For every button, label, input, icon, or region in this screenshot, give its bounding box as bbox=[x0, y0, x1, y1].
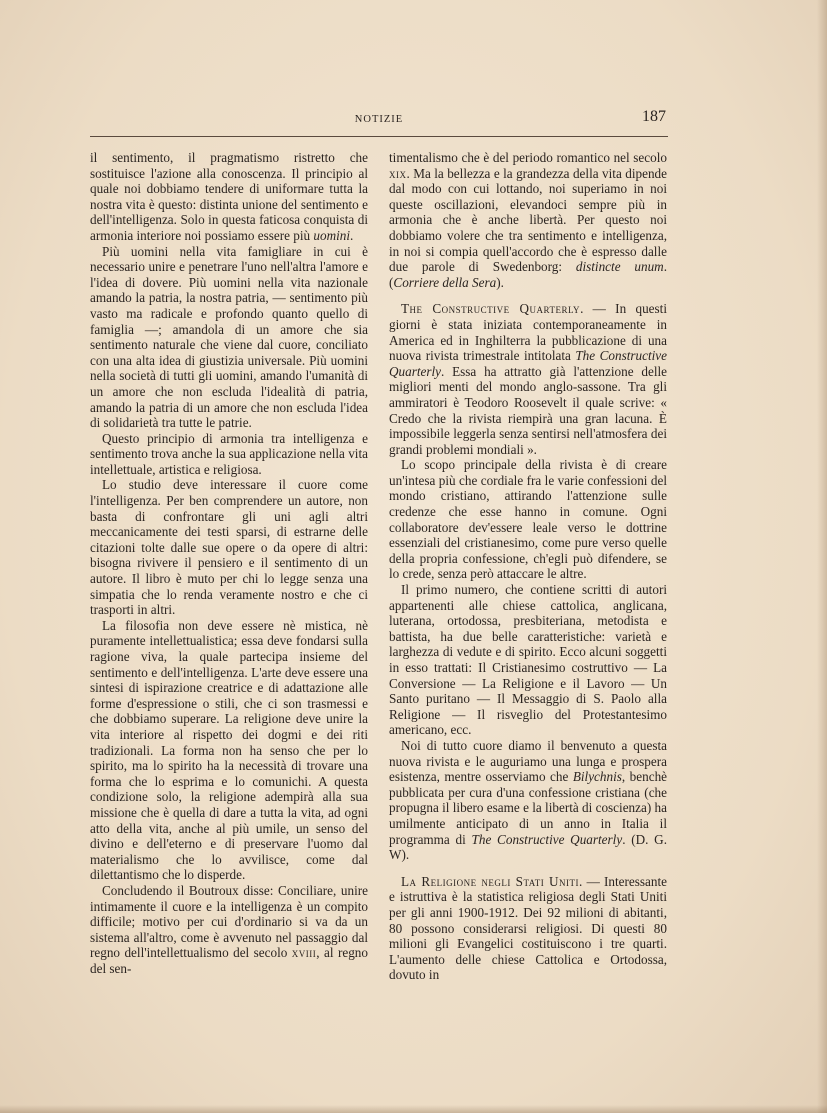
page-bottom-edge bbox=[0, 1105, 827, 1113]
body-text: . bbox=[350, 227, 354, 243]
left-column-paragraph bbox=[90, 618, 368, 883]
right-column-paragraph bbox=[389, 874, 667, 983]
left-column bbox=[90, 150, 368, 976]
body-text: Concludendo il Boutroux disse: Conciliare, unire intimamente il cuore e la intelligenza è un compito difficile; motivo per cui d'ordinario si va da un sistema all'altro, come è avvenuto nel passaggio dal regno dell'intellettualismo del secolo bbox=[90, 882, 368, 961]
body-text: Più uomini nella vita famigliare in cui è necessario unire e penetrare l'uno nell'altra l'amore e l'idea di dovere. Più uomini nella vita nazionale amando la patria, la nostra patria, — sentimento più vasto ma radicale e profondo quanto quello di famiglia —; amandola di un amore che sia sentimento naturale che viene dal cuore, conciliato con una alta idea di giustizia universale. Più uomini nella società di tutti gli uomini, amando l'umanità di un amore che non escluda l'idealità di patria, amando la patria di un amore che non escluda l'idea di solidarietà tra tutte le patrie. bbox=[90, 243, 368, 431]
page-number: 187 bbox=[642, 108, 666, 125]
body-text: Noi di tutto cuore diamo il benvenuto a questa nuova rivista e le auguriamo una lunga e prospera esistenza, mentre osserviamo che bbox=[389, 737, 667, 785]
body-text: , benchè pubblicata per cura d'una confessione cristiana (che propugna il libero esame e la libertà di coscienza) ha umilmente anticipato di un anno in Italia il programma di bbox=[389, 769, 668, 847]
body-text: . — Interessante e istruttiva è la statistica religiosa degli Stati Uniti per gli anni 1900-1912. Dei 92 milioni di abitanti, 80 possono considerarsi religiosi. Di questi 80 milioni gli Evangelici costituiscono i tre quarti. L'aumento delle chiese Cattolica e Ortodossa, dovuto in bbox=[389, 873, 668, 983]
right-column-paragraph bbox=[389, 582, 667, 738]
page-header bbox=[90, 108, 668, 132]
italic-text: The Constructive Quarterly bbox=[471, 831, 623, 847]
left-column-paragraph bbox=[90, 431, 368, 478]
small-caps-text: La Religione negli Stati Uniti bbox=[401, 873, 580, 889]
left-column-paragraph bbox=[90, 150, 368, 244]
header-rule bbox=[90, 136, 668, 137]
body-text: Questo principio di armonia tra intelligenza e sentimento trova anche la sua applicazione nella vita intellettuale, artistica e religiosa. bbox=[90, 430, 368, 477]
left-column-paragraph bbox=[90, 477, 368, 617]
italic-text: Corriere della Sera bbox=[393, 274, 497, 290]
body-text: ). bbox=[496, 274, 504, 290]
small-caps-text: xix bbox=[389, 165, 407, 181]
body-text: . Ma la bellezza e la grandezza della vita dipende dal modo con cui lottando, noi superiamo in noi queste oscillazioni, elevandoci sempre più in armonia che è anche libertà. Per questo noi dobbiamo volere che tra sentimento e intelligenza, in noi si compia quell'accordo che è espresso dalle due parole di Swedenborg: bbox=[389, 165, 667, 275]
body-text: . ( bbox=[389, 259, 667, 290]
small-caps-text: The Constructive Quarterly bbox=[401, 301, 581, 317]
body-text: . (D. G. W). bbox=[389, 831, 668, 863]
body-text: timentalismo che è del periodo romantico nel secolo bbox=[389, 150, 667, 165]
right-column-paragraph bbox=[389, 457, 667, 582]
running-head: NOTIZIE bbox=[354, 114, 404, 125]
body-text: il sentimento, il pragmatismo ristretto che sostituisce l'azione alla conoscenza. Il principio al quale noi dobbiamo tendere di uniformare tutta la nostra vita è questo: distinta unione del sentimento e dell'intelligenza. Solo in questa faticosa conquista di armonia interiore noi possiamo essere più bbox=[90, 150, 368, 243]
small-caps-text: xviii bbox=[291, 945, 317, 961]
page-edge-shadow bbox=[817, 0, 827, 1113]
left-column-paragraph bbox=[90, 244, 368, 431]
italic-text: uomini bbox=[313, 227, 351, 243]
italic-text: The Constructive Quarterly bbox=[389, 348, 667, 379]
italic-text: distincte unum bbox=[575, 259, 664, 275]
left-column-paragraph bbox=[90, 883, 368, 977]
right-column bbox=[389, 150, 667, 983]
body-text: . — In questi giorni è stata iniziata contemporaneamente in America ed in Inghilterra la pubblicazione di una nuova rivista trimestrale intitolata bbox=[389, 301, 667, 364]
body-text: La filosofia non deve essere nè mistica, nè puramente intellettualistica; essa deve fondarsi sulla ragione viva, la quale partecipa insieme del sentimento e dell'intelligenza. L'arte deve essere una sintesi di ispirazione creatrice e di adattazione alle forme d'espressione o stili, che ci son trasmessi e che dobbiamo superare. La religione deve unire la vita interiore al rispetto dei dogmi e dei riti tradizionali. La forma non ha senso che per lo spirito, ma lo spirito ha la necessità di trovare una forma che lo esprima e lo comunichi. A questa condizione solo, la religione adempirà alla sua missione che è quella di dare a tutta la vita, ad ogni atto della vita, anche al più umile, un senso del divino e dell'eterno e di preservare l'uomo dal materialismo che lo avvilisce, come dal dilettantismo che lo disperde. bbox=[90, 617, 368, 883]
right-column-paragraph bbox=[389, 301, 667, 457]
body-text: , al regno del sen- bbox=[90, 945, 368, 976]
right-column-paragraph bbox=[389, 150, 667, 290]
body-text: Il primo numero, che contiene scritti di autori appartenenti alle chiese cattolica, anglicana, luterana, ortodossa, presbiteriana, metodista e battista, ha due belle caratteristiche: varietà e larghezza di vedute e di spirito. Ecco alcuni soggetti in esso trattati: Il Cristianesimo costruttivo — La Conversione — La Religione e il Lavoro — Un Santo puritano — Il Messaggio di S. Paolo alla Religione — Il risveglio del Protestantesimo americano, ecc. bbox=[389, 582, 667, 738]
right-column-paragraph bbox=[389, 738, 667, 863]
body-text: Lo studio deve interessare il cuore come l'intelligenza. Per ben comprendere un autore, non basta di confrontare gli uni agli altri meccanicamente dei testi sparsi, di estrarne delle citazioni tolte dalle sue opere o da opere di altri: bisogna rivivere il pensiero e il sentimento di un autore. Il libro è muto per chi lo legge senza una simpatia che lo renda veramente nostro e che ci trasporti in altri. bbox=[90, 477, 368, 618]
italic-text: Bilychnis bbox=[572, 769, 622, 785]
body-text: Lo scopo principale della rivista è di creare un'intesa più che cordiale fra le varie confessioni del mondo cristiano, attirando l'attenzione sulle credenze che esse hanno in comune. Ogni collaboratore dev'essere leale verso le dottrine essenziali del cristianesimo, come pure verso quelle della propria confessione, ch'egli può difendere, se lo crede, senza però attaccare le altre. bbox=[389, 457, 667, 582]
body-text: . Essa ha attratto già l'attenzione delle migliori menti del mondo anglo-sassone. Tra gli ammiratori è Teodoro Roosevelt il quale scrive: « Credo che la rivista riempirà una gran lacuna. È impossibile leggerla senza sentirsi nell'atmosfera dei grandi problemi mondiali ». bbox=[389, 363, 667, 457]
